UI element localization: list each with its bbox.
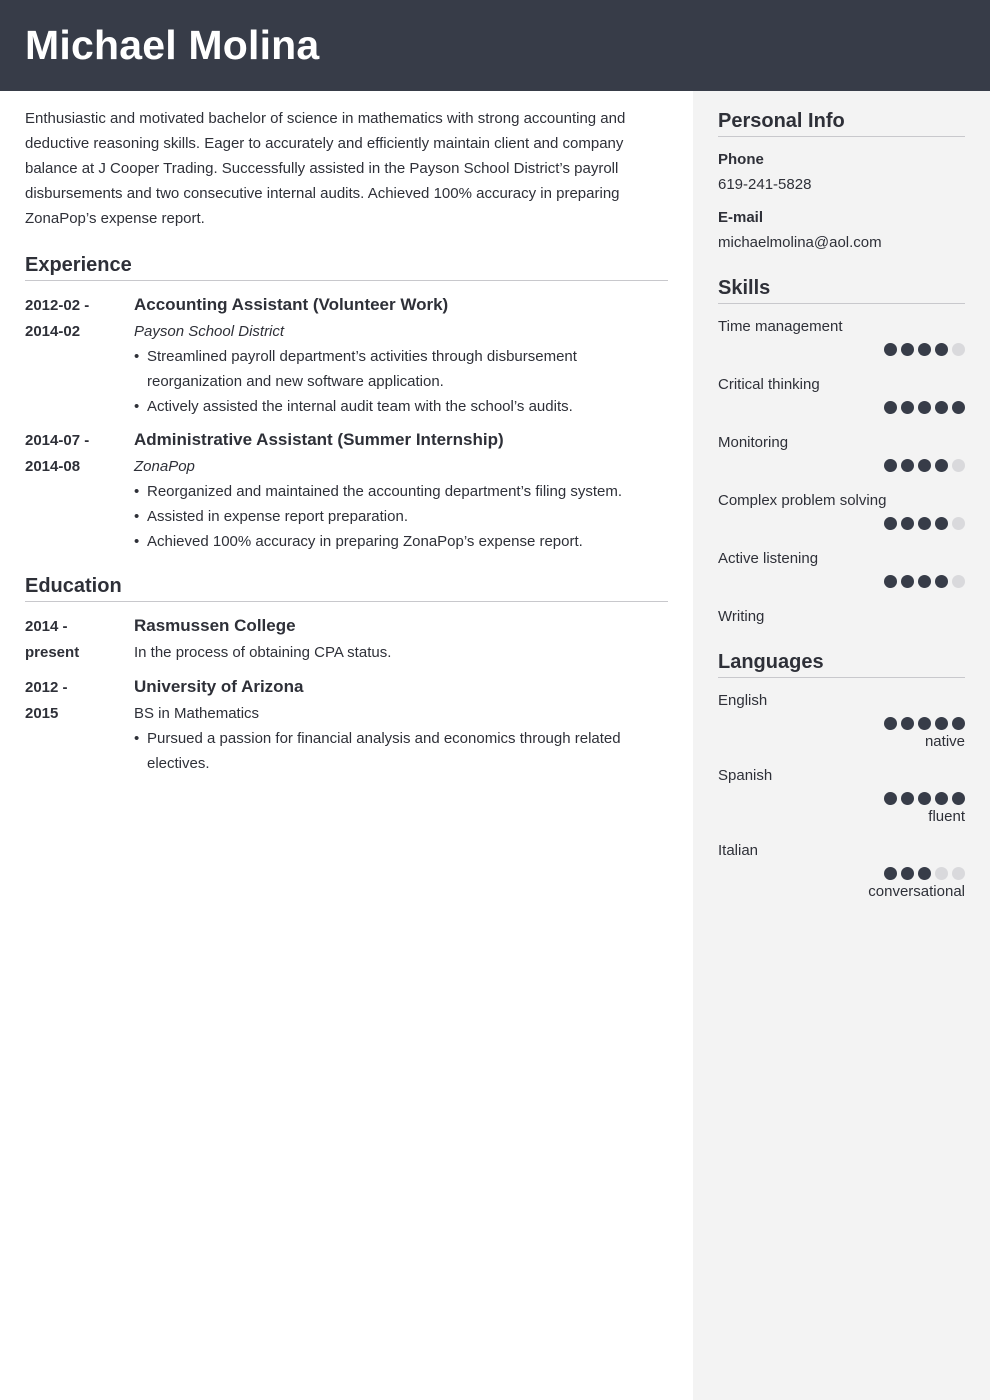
sidebar-content [718,108,965,902]
rating-dots [718,717,965,730]
rating-dot-empty [952,867,965,880]
rating-dot-filled [901,401,914,414]
bullet-item: • Achieved 100% accuracy in preparing ZonaPop’s expense report. [134,529,668,554]
rating-dots [718,575,965,588]
bullet-item: • Reorganized and maintained the accounting department’s filing system. [134,479,668,504]
rating-dot-filled [952,401,965,414]
skill-item [718,549,965,588]
date-start: 2014-07 - [25,432,90,449]
bullet-list [134,479,668,554]
rating-dots [718,459,965,472]
section-title-experience: Experience [25,252,668,281]
skill-item [718,433,965,472]
entry-body [134,293,668,419]
skill-item [718,491,965,530]
rating-dot-empty [952,459,965,472]
entry-body [134,675,668,776]
date-end: 2014-08 [25,458,81,475]
rating-dot-filled [901,459,914,472]
rating-dot-empty [952,343,965,356]
date-end: 2014-02 [25,323,81,340]
skills-section [718,275,965,627]
rating-dot-filled [901,717,914,730]
phone-label: Phone [718,151,764,168]
rating-dot-filled [884,575,897,588]
rating-dot-filled [918,867,931,880]
summary: Enthusiastic and motivated bachelor of science in mathematics with strong accounting and deductive reasoning skills. Eager to accurately and efficiently maintain client and company balance at J Cooper Trading. Successfully assisted in the Payson School District’s payroll disbursements and two consecutive internal audits. Achieved 100% accuracy in preparing ZonaPop’s expense report. [25,110,626,227]
skill-item [718,607,965,627]
education-entry [25,675,668,776]
rating-dot-filled [935,717,948,730]
rating-dot-empty [952,575,965,588]
language-item [718,766,965,827]
skills-list [718,317,965,627]
skill-name: Monitoring [718,434,789,451]
date-start: 2014 - [25,618,68,635]
rating-dot-filled [952,792,965,805]
rating-dot-filled [884,517,897,530]
rating-dot-filled [935,575,948,588]
rating-dot-filled [901,867,914,880]
rating-dots [718,867,965,880]
bullet-list [134,344,668,419]
rating-dot-filled [918,459,931,472]
entry-body [134,614,668,666]
rating-dot-filled [918,792,931,805]
experience-section [25,252,668,554]
rating-dots [718,401,965,414]
email-value: michaelmolina@aol.com [718,234,882,251]
experience-entry [25,428,668,554]
personal-info-section [718,108,965,253]
section-title-languages: Languages [718,649,965,678]
languages-list [718,691,965,902]
rating-dot-filled [918,401,931,414]
skill-name: Writing [718,608,765,625]
bullet-item: • Streamlined payroll department’s activities through disbursement reorganization and new software application. [134,344,668,394]
language-name: Italian [718,842,759,859]
rating-dots [718,792,965,805]
language-name: Spanish [718,767,773,784]
language-item [718,841,965,902]
bullet-item: • Assisted in expense report preparation. [134,504,668,529]
rating-dot-filled [901,517,914,530]
school-name: University of Arizona [134,677,304,696]
date-start: 2012 - [25,679,68,696]
skill-name: Active listening [718,550,819,567]
skill-name: Critical thinking [718,376,820,393]
rating-dot-filled [884,717,897,730]
rating-dot-filled [884,867,897,880]
language-level: fluent [928,808,965,825]
section-title-education: Education [25,573,668,602]
resume-header [0,0,990,91]
rating-dot-filled [884,401,897,414]
language-level: native [924,733,965,750]
date-end: 2015 [25,705,59,722]
rating-dot-filled [901,575,914,588]
skill-item [718,317,965,356]
section-title-skills: Skills [718,275,965,304]
main-column [25,106,668,776]
rating-dots [718,343,965,356]
rating-dot-filled [901,343,914,356]
sidebar [693,91,990,1400]
date-end: present [25,644,80,661]
rating-dot-filled [935,792,948,805]
rating-dot-filled [935,459,948,472]
rating-dot-filled [884,459,897,472]
rating-dot-filled [918,575,931,588]
education-detail: BS in Mathematics [134,705,260,722]
rating-dot-filled [935,343,948,356]
entry-dates [25,293,134,419]
rating-dot-filled [884,343,897,356]
date-start: 2012-02 - [25,297,90,314]
bullet-item: • Actively assisted the internal audit team with the school’s audits. [134,394,668,419]
email-label: E-mail [718,209,764,226]
skill-name: Time management [718,318,843,335]
candidate-name: Michael Molina [25,22,320,68]
rating-dot-filled [935,401,948,414]
skill-item [718,375,965,414]
rating-dots [718,517,965,530]
rating-dot-filled [901,792,914,805]
rating-dot-filled [918,517,931,530]
language-item [718,691,965,752]
school-name: Rasmussen College [134,616,296,635]
rating-dot-filled [935,517,948,530]
entry-dates [25,614,134,666]
bullet-item: • Pursued a passion for financial analysis and economics through related electives. [134,726,668,776]
entry-dates [25,428,134,554]
rating-dot-filled [918,343,931,356]
employer: ZonaPop [134,458,195,475]
rating-dot-empty [952,517,965,530]
bullet-list [134,726,668,776]
education-detail: In the process of obtaining CPA status. [134,644,392,661]
employer: Payson School District [134,323,285,340]
skill-name: Complex problem solving [718,492,887,509]
rating-dot-filled [884,792,897,805]
phone-value: 619-241-5828 [718,176,812,193]
job-title: Accounting Assistant (Volunteer Work) [134,295,449,314]
education-entry [25,614,668,666]
entry-dates [25,675,134,776]
rating-dot-empty [935,867,948,880]
entry-body [134,428,668,554]
rating-dot-filled [918,717,931,730]
language-name: English [718,692,768,709]
rating-dot-filled [952,717,965,730]
language-level: conversational [868,883,965,900]
experience-entry [25,293,668,419]
languages-section [718,649,965,902]
job-title: Administrative Assistant (Summer Internship) [134,430,504,449]
section-title-personal-info: Personal Info [718,108,965,137]
education-section [25,573,668,776]
